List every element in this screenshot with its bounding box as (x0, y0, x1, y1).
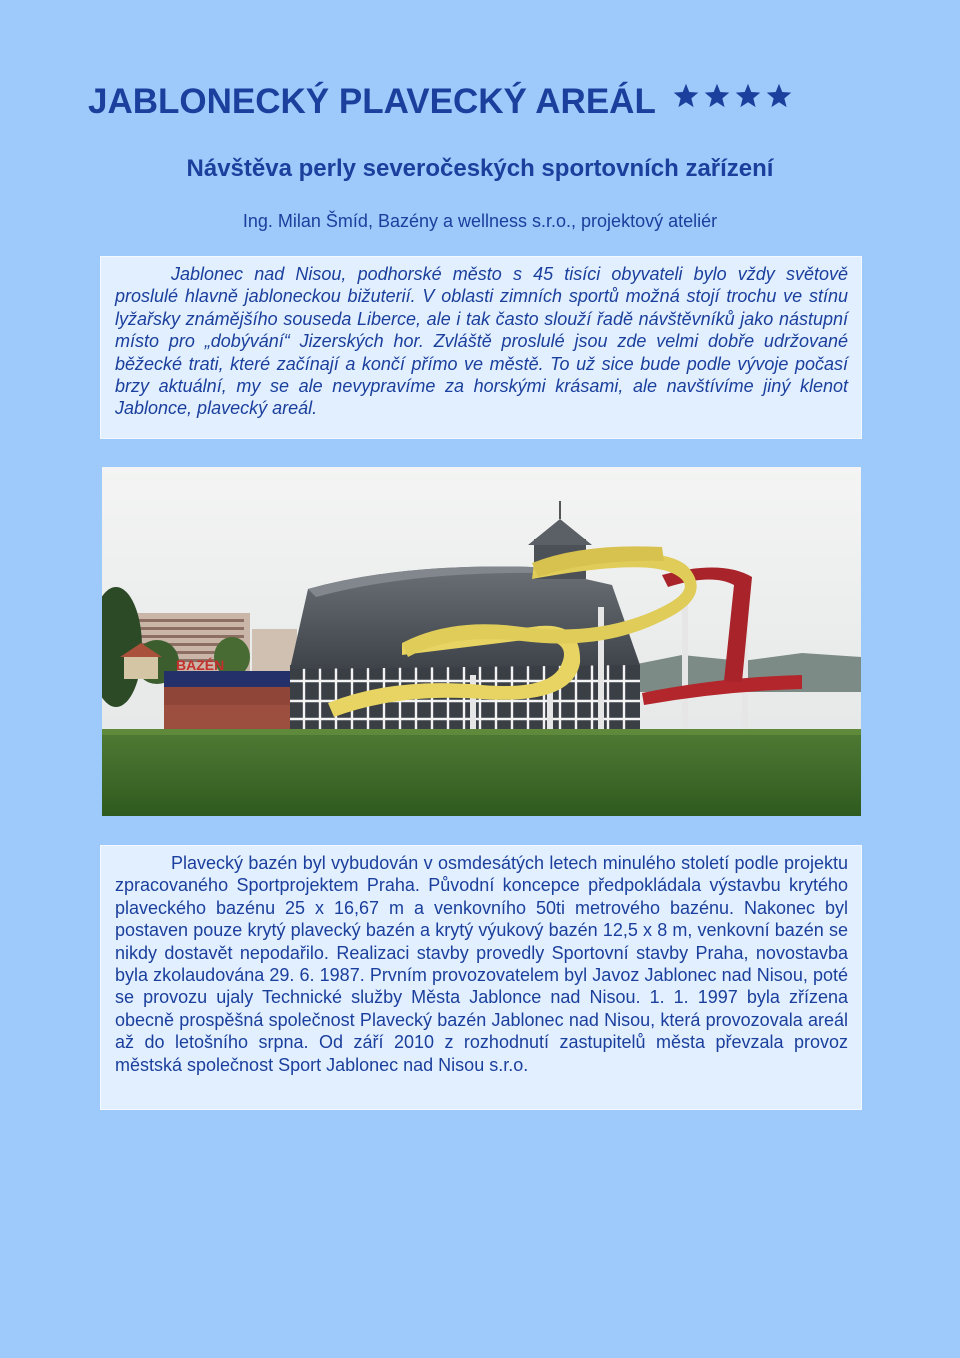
history-box (100, 845, 862, 1110)
star-icon (765, 82, 793, 110)
star-icon (703, 82, 731, 110)
history-paragraph: Plavecký bazén byl vybudován v osmdesátých letech minulého století podle projektu zpracovaného Sportprojektem Praha. Původní koncepce předpokládala výstavbu krytého plaveckého bazénu 25 x 16,67 m a venkovního 50ti metrového bazénu. Nakonec byl postaven pouze krytý plavecký bazén a krytý výukový bazén 12,5 x 8 m, venkovní bazén se nikdy dostavět nepodařilo. Realizaci stavby provedly Sportovní stavby Praha, novostavba byla zkolaudována 29. 6. 1987. Prvním provozovatelem byl Javoz Jablonec nad Nisou, poté se provozu ujaly Technické služby Města Jablonce nad Nisou. 1. 1. 1997 byla zřízena obecně prospěšná společnost Plavecký bazén Jablonec nad Nisou, která provozovala areál až do letošního srpna. Od září 2010 z rozhodnutí zastupitelů města převzala provoz městská společnost Sport Jablonec nad Nisou s.r.o. (115, 853, 848, 1075)
photo-sign-text: BAZÉN (176, 657, 225, 673)
star-icon (734, 82, 762, 110)
page-subtitle: Návštěva perly severočeských sportovních zařízení (186, 155, 774, 182)
page-title (88, 82, 888, 122)
star-icon (672, 82, 700, 110)
author-line: Ing. Milan Šmíd, Bazény a wellness s.r.o., projektový ateliér (242, 211, 718, 231)
intro-paragraph: Jablonec nad Nisou, podhorské město s 45 tisíci obyvateli bylo vždy světově proslulé hlavně jabloneckou bižuterií. V oblasti zimních sportů možná stojí trochu ve stínu lyžařsky známějšího souseda Liberce, ale i tak často slouží řadě návštěvníků jako nástupní místo pro „dobývání“ Jizerských hor. Zvláště proslulé jsou zde velmi dobře udržované běžecké trati, které začínají a končí přímo ve městě. To už sice bude podle vývoje počasí brzy aktuální, my se ale nevypravíme za horskými krásami, ale navštívíme jiný klenot Jablonce, plavecký areál. (115, 264, 848, 419)
title-text: JABLONECKÝ PLAVECKÝ AREÁL (88, 82, 656, 121)
intro-box (100, 256, 862, 439)
aquapark-photo (102, 467, 861, 816)
star-rating (672, 82, 793, 110)
